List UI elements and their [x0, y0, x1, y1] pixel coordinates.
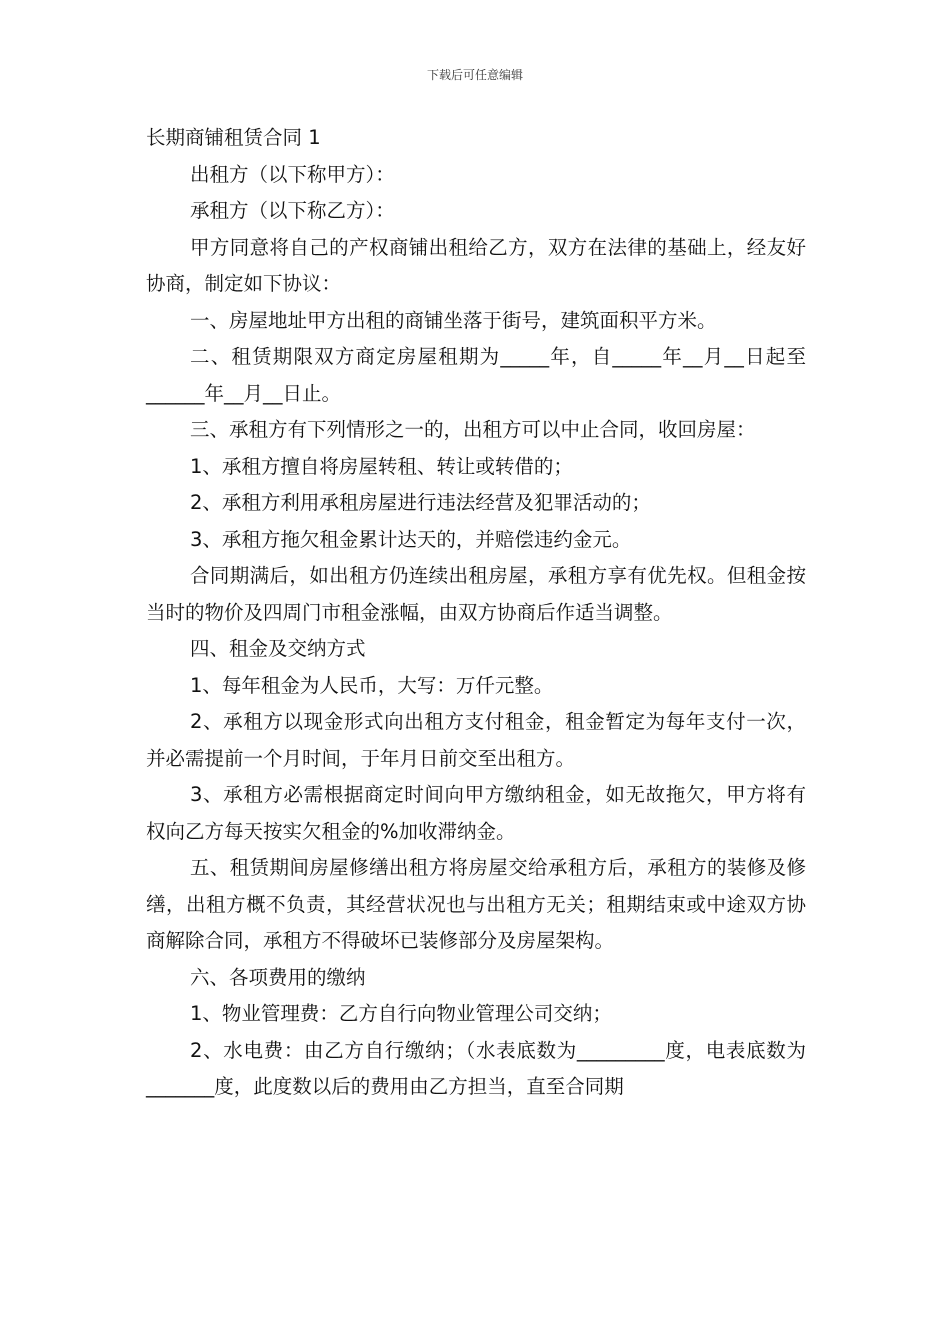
paragraph: 六、各项费用的缴纳	[190, 965, 366, 989]
paragraph: 二、租赁期限双方商定房屋租期为_____年，自_____年__月__日起至______年__月__日止。	[146, 345, 806, 405]
paragraph: 合同期满后，如出租方仍连续出租房屋，承租方享有优先权。但租金按当时的物价及四周门市租金涨幅，由双方协商后作适当调整。	[146, 564, 806, 624]
document-body	[146, 120, 806, 1106]
paragraph: 2、承租方以现金形式向出租方支付租金，租金暂定为每年支付一次，并必需提前一个月时间，于年月日前交至出租方。	[146, 710, 806, 770]
paragraph: 出租方（以下称甲方）：	[190, 162, 395, 186]
paragraph: 1、物业管理费：乙方自行向物业管理公司交纳；	[190, 1002, 612, 1025]
paragraph: 3、承租方必需根据商定时间向甲方缴纳租金，如无故拖欠，甲方将有权向乙方每天按实欠租金的%加收滞纳金。	[146, 783, 806, 843]
paragraph: 五、租赁期间房屋修缮出租方将房屋交给承租方后，承租方的装修及修缮，出租方概不负责，其经营状况也与出租方无关；租期结束或中途双方协商解除合同，承租方不得破坏已装修部分及房屋架构。	[146, 856, 806, 952]
paragraph: 四、租金及交纳方式	[190, 637, 366, 660]
paragraph: 三、承租方有下列情形之一的，出租方可以中止合同，收回房屋：	[190, 418, 756, 441]
paragraph: 一、房屋地址甲方出租的商铺坐落于街号，建筑面积平方米。	[190, 308, 717, 332]
paragraph: 2、水电费：由乙方自行缴纳；（水表底数为_________度，电表底数为_______度，此度数以后的费用由乙方担当，直至合同期	[146, 1038, 806, 1098]
paragraph: 1、承租方擅自将房屋转租、转让或转借的；	[190, 454, 573, 478]
paragraph: 承租方（以下称乙方）：	[190, 199, 395, 222]
page-header: 下载后可任意编辑	[426, 68, 523, 82]
paragraph: 2、承租方利用承租房屋进行违法经营及犯罪活动的；	[190, 491, 651, 514]
document-title: 长期商铺租赁合同 1	[146, 126, 321, 149]
paragraph: 3、承租方拖欠租金累计达天的，并赔偿违约金元。	[190, 527, 632, 551]
paragraph: 甲方同意将自己的产权商铺出租给乙方，双方在法律的基础上，经友好协商，制定如下协议：	[146, 235, 806, 295]
paragraph: 1、每年租金为人民币，大写：万仟元整。	[190, 673, 554, 697]
